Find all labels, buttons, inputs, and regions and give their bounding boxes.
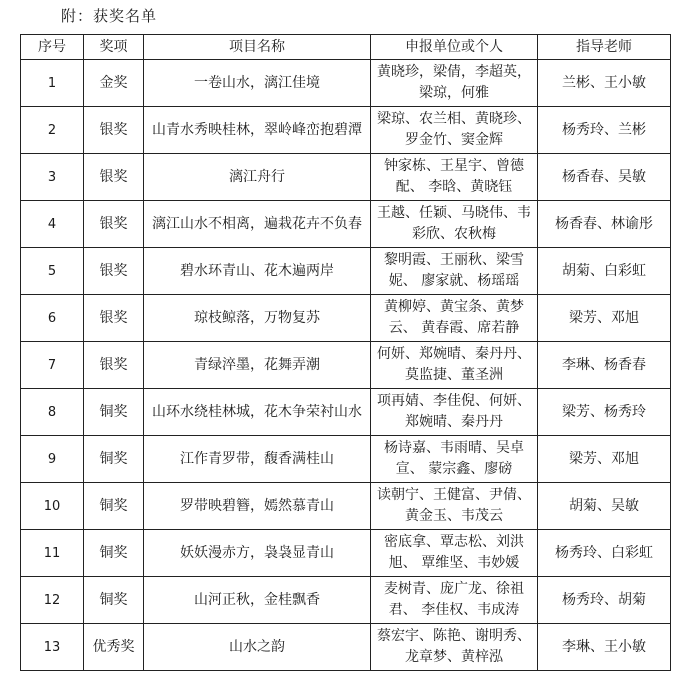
table-row <box>21 530 671 577</box>
table-row <box>21 483 671 530</box>
table-row <box>21 389 671 436</box>
cell-applicant: 王越、任颖、马晓伟、韦彩欣、农秋梅 <box>371 201 538 248</box>
cell-no: 2 <box>21 107 84 154</box>
cell-award: 铜奖 <box>84 577 144 624</box>
awards-table <box>20 34 671 671</box>
cell-award: 铜奖 <box>84 436 144 483</box>
cell-applicant: 黄柳婷、黄宝条、黄梦云、 黄春霞、席若静 <box>371 295 538 342</box>
cell-no: 4 <box>21 201 84 248</box>
table-row <box>21 624 671 671</box>
header-no: 序号 <box>21 35 84 60</box>
cell-applicant: 何妍、郑婉晴、秦丹丹、莫监捷、董圣洲 <box>371 342 538 389</box>
cell-project: 青绿淬墨，花舞弄潮 <box>144 342 371 389</box>
cell-teacher: 李琳、杨香春 <box>538 342 671 389</box>
cell-project: 山环水绕桂林城，花木争荣衬山水 <box>144 389 371 436</box>
cell-no: 6 <box>21 295 84 342</box>
table-row <box>21 154 671 201</box>
header-teacher: 指导老师 <box>538 35 671 60</box>
cell-teacher: 胡菊、吴敏 <box>538 483 671 530</box>
cell-no: 9 <box>21 436 84 483</box>
table-row <box>21 248 671 295</box>
cell-no: 1 <box>21 60 84 107</box>
cell-applicant: 麦树青、庞广龙、徐祖君、 李佳权、韦成涛 <box>371 577 538 624</box>
cell-project: 妖妖漫赤方，袅袅显青山 <box>144 530 371 577</box>
header-project: 项目名称 <box>144 35 371 60</box>
cell-teacher: 杨秀玲、白彩虹 <box>538 530 671 577</box>
cell-project: 江作青罗带，馥香满桂山 <box>144 436 371 483</box>
cell-applicant: 项再婧、李佳倪、何妍、郑婉晴、秦丹丹 <box>371 389 538 436</box>
cell-applicant: 蔡宏宇、陈艳、谢明秀、龙章梦、黄梓泓 <box>371 624 538 671</box>
cell-award: 铜奖 <box>84 530 144 577</box>
table-row <box>21 60 671 107</box>
cell-teacher: 杨秀玲、胡菊 <box>538 577 671 624</box>
cell-teacher: 梁芳、邓旭 <box>538 295 671 342</box>
cell-teacher: 杨香春、吴敏 <box>538 154 671 201</box>
cell-no: 5 <box>21 248 84 295</box>
cell-award: 铜奖 <box>84 389 144 436</box>
cell-applicant: 读朝宁、王健富、尹倩、黄金玉、韦茂云 <box>371 483 538 530</box>
cell-teacher: 梁芳、杨秀玲 <box>538 389 671 436</box>
table-row <box>21 436 671 483</box>
cell-applicant: 钟家栋、王星宇、曾德配、 李晗、黄晓钰 <box>371 154 538 201</box>
table-row <box>21 295 671 342</box>
cell-applicant: 黄晓珍，梁倩，李超英，梁琼，何雅 <box>371 60 538 107</box>
page-caption: 附：获奖名单 <box>61 7 158 25</box>
cell-no: 13 <box>21 624 84 671</box>
cell-award: 优秀奖 <box>84 624 144 671</box>
table-row <box>21 107 671 154</box>
cell-project: 罗带映碧簪，嫣然慕青山 <box>144 483 371 530</box>
cell-project: 山水之韵 <box>144 624 371 671</box>
cell-award: 银奖 <box>84 248 144 295</box>
cell-applicant: 梁琼、农兰相、黄晓珍、罗金竹、窦金辉 <box>371 107 538 154</box>
cell-award: 银奖 <box>84 342 144 389</box>
cell-teacher: 杨秀玲、兰彬 <box>538 107 671 154</box>
header-row <box>21 35 671 60</box>
cell-project: 一卷山水，漓江佳境 <box>144 60 371 107</box>
cell-teacher: 胡菊、白彩虹 <box>538 248 671 295</box>
cell-no: 10 <box>21 483 84 530</box>
cell-no: 3 <box>21 154 84 201</box>
cell-teacher: 杨香春、林谕彤 <box>538 201 671 248</box>
table-row <box>21 342 671 389</box>
cell-applicant: 密底拿、覃志松、刘洪旭、 覃维坚、韦妙媛 <box>371 530 538 577</box>
table-row <box>21 201 671 248</box>
cell-award: 金奖 <box>84 60 144 107</box>
cell-award: 银奖 <box>84 295 144 342</box>
table-row <box>21 577 671 624</box>
table-header <box>21 35 671 60</box>
header-applicant: 申报单位或个人 <box>371 35 538 60</box>
cell-teacher: 梁芳、邓旭 <box>538 436 671 483</box>
cell-applicant: 杨诗嘉、韦雨晴、吴卓宣、 蒙宗鑫、廖磅 <box>371 436 538 483</box>
header-award: 奖项 <box>84 35 144 60</box>
cell-award: 银奖 <box>84 154 144 201</box>
cell-no: 7 <box>21 342 84 389</box>
cell-award: 银奖 <box>84 107 144 154</box>
cell-project: 山河正秋，金桂飘香 <box>144 577 371 624</box>
cell-applicant: 黎明霞、王丽秋、梁雪妮、 廖家就、杨瑶瑶 <box>371 248 538 295</box>
cell-teacher: 兰彬、王小敏 <box>538 60 671 107</box>
table-body <box>21 60 671 671</box>
cell-no: 11 <box>21 530 84 577</box>
cell-project: 琼枝鲸落，万物复苏 <box>144 295 371 342</box>
cell-no: 8 <box>21 389 84 436</box>
cell-award: 银奖 <box>84 201 144 248</box>
cell-no: 12 <box>21 577 84 624</box>
cell-project: 碧水环青山、花木遍两岸 <box>144 248 371 295</box>
cell-project: 漓江山水不相离，遍栽花卉不负春 <box>144 201 371 248</box>
cell-award: 铜奖 <box>84 483 144 530</box>
cell-project: 漓江舟行 <box>144 154 371 201</box>
cell-project: 山青水秀映桂林，翠岭峰峦抱碧潭 <box>144 107 371 154</box>
cell-teacher: 李琳、王小敏 <box>538 624 671 671</box>
